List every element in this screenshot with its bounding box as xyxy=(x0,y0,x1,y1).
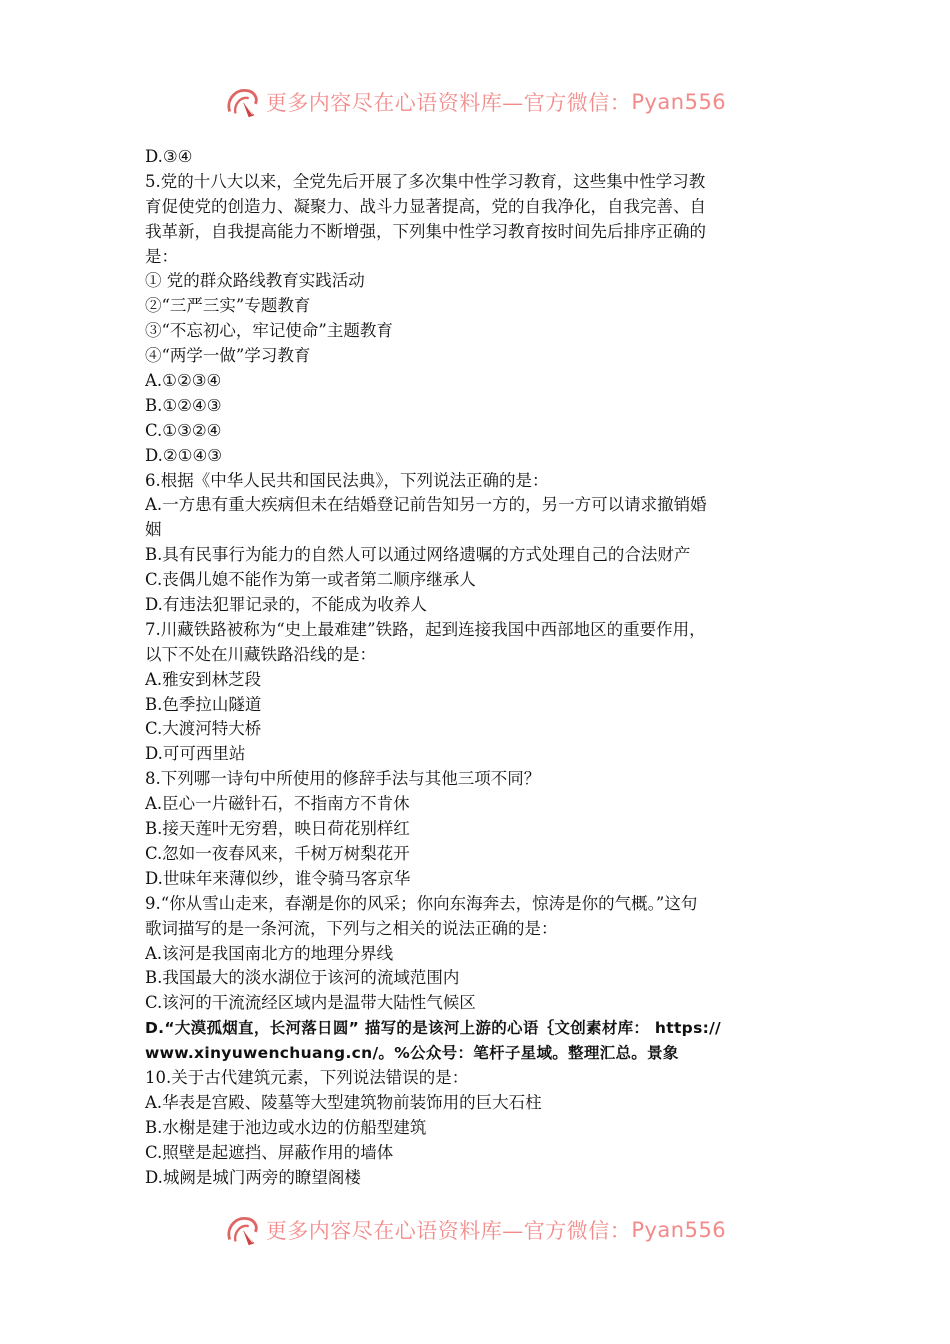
text-line: 我革新，自我提高能力不断增强，下列集中性学习教育按时间先后排序正确的 xyxy=(145,221,706,241)
pen-nib-swirl-icon xyxy=(224,1211,262,1249)
text-line: D.城阙是城门两旁的瞭望阁楼 xyxy=(145,1167,361,1187)
text-line: ① 党的群众路线教育实践活动 xyxy=(145,271,365,291)
banner-text: 更多内容尽在心语资料库—官方微信： xyxy=(265,1219,632,1243)
text-line: D.可可西里站 xyxy=(145,744,246,764)
text-line: 9.“你从雪山走来，春潮是你的风采；你向东海奔去，惊涛是你的气概。”这句 xyxy=(145,893,698,913)
text-line: ③“不忘初心，牢记使命”主题教育 xyxy=(145,321,393,341)
text-line: 育促使党的创造力、凝聚力、战斗力显著提高，党的自我净化，自我完善、自 xyxy=(145,196,706,216)
text-line: D.③④ xyxy=(145,147,193,166)
wechat-id: Pyan556 xyxy=(631,90,727,114)
text-line: 是： xyxy=(145,246,178,266)
header-banner xyxy=(0,82,950,122)
text-line: C.①③②④ xyxy=(145,420,222,440)
text-line: D.“大漠孤烟直，长河落日圆” 描写的是该河上游的心语｛文创素材库： https:// xyxy=(145,1019,722,1038)
text-line: A.华表是宫殿、陵墓等大型建筑物前装饰用的巨大石柱 xyxy=(145,1092,542,1112)
text-line: C.该河的干流流经区域内是温带大陆性气候区 xyxy=(145,993,476,1013)
text-line: D.有违法犯罪记录的，不能成为收养人 xyxy=(145,595,427,615)
wechat-id: Pyan556 xyxy=(631,1218,727,1242)
text-line: D.世味年来薄似纱，谁令骑马客京华 xyxy=(145,868,411,888)
text-line: ②“三严三实”专题教育 xyxy=(145,296,311,316)
text-line: A.雅安到林芝段 xyxy=(145,669,262,689)
text-line: A.臣心一片磁针石，不指南方不肯休 xyxy=(145,794,410,814)
text-line: B.接天莲叶无穷碧，映日荷花别样红 xyxy=(145,819,410,839)
text-line: www.xinyuwenchuang.cn/。%公众号：笔杆子星域。整理汇总。景象 xyxy=(145,1044,679,1063)
pen-nib-swirl-icon xyxy=(224,83,262,121)
text-line: A.一方患有重大疾病但未在结婚登记前告知另一方的，另一方可以请求撤销婚 xyxy=(145,495,707,515)
text-line: 姻 xyxy=(145,520,162,540)
text-line: C.丧偶儿媳不能作为第一或者第二顺序继承人 xyxy=(145,570,476,590)
text-line: 7.川藏铁路被称为“史上最难建”铁路，起到连接我国中西部地区的重要作用， xyxy=(145,619,706,639)
text-line: 8.下列哪一诗句中所使用的修辞手法与其他三项不同？ xyxy=(145,769,541,789)
text-line: D.②①④③ xyxy=(145,445,223,465)
text-line: B.①②④③ xyxy=(145,395,222,415)
text-line: C.忽如一夜春风来，千树万树梨花开 xyxy=(145,843,410,863)
text-line: 5.党的十八大以来，全党先后开展了多次集中性学习教育，这些集中性学习教 xyxy=(145,171,706,191)
question-content xyxy=(145,145,810,1190)
text-line: B.色季拉山隧道 xyxy=(145,694,262,714)
text-line: ④“两学一做”学习教育 xyxy=(145,346,311,366)
text-line: A.①②③④ xyxy=(145,371,222,391)
text-line: 6.根据《中华人民共和国民法典》，下列说法正确的是： xyxy=(145,470,549,490)
text-line: 以下不处在川藏铁路沿线的是： xyxy=(145,644,376,664)
text-line: B.我国最大的淡水湖位于该河的流域范围内 xyxy=(145,968,460,988)
text-line: C.大渡河特大桥 xyxy=(145,719,262,739)
text-line: 歌词描写的是一条河流，下列与之相关的说法正确的是： xyxy=(145,918,558,938)
text-line: B.水榭是建于池边或水边的仿船型建筑 xyxy=(145,1117,427,1137)
text-line: 10.关于古代建筑元素，下列说法错误的是： xyxy=(145,1067,469,1087)
text-line: A.该河是我国南北方的地理分界线 xyxy=(145,943,394,963)
text-line: C.照壁是起遮挡、屏蔽作用的墙体 xyxy=(145,1142,394,1162)
text-line: B.具有民事行为能力的自然人可以通过网络遗嘱的方式处理自己的合法财产 xyxy=(145,545,691,565)
footer-banner xyxy=(0,1210,950,1250)
banner-text: 更多内容尽在心语资料库—官方微信： xyxy=(265,91,632,115)
